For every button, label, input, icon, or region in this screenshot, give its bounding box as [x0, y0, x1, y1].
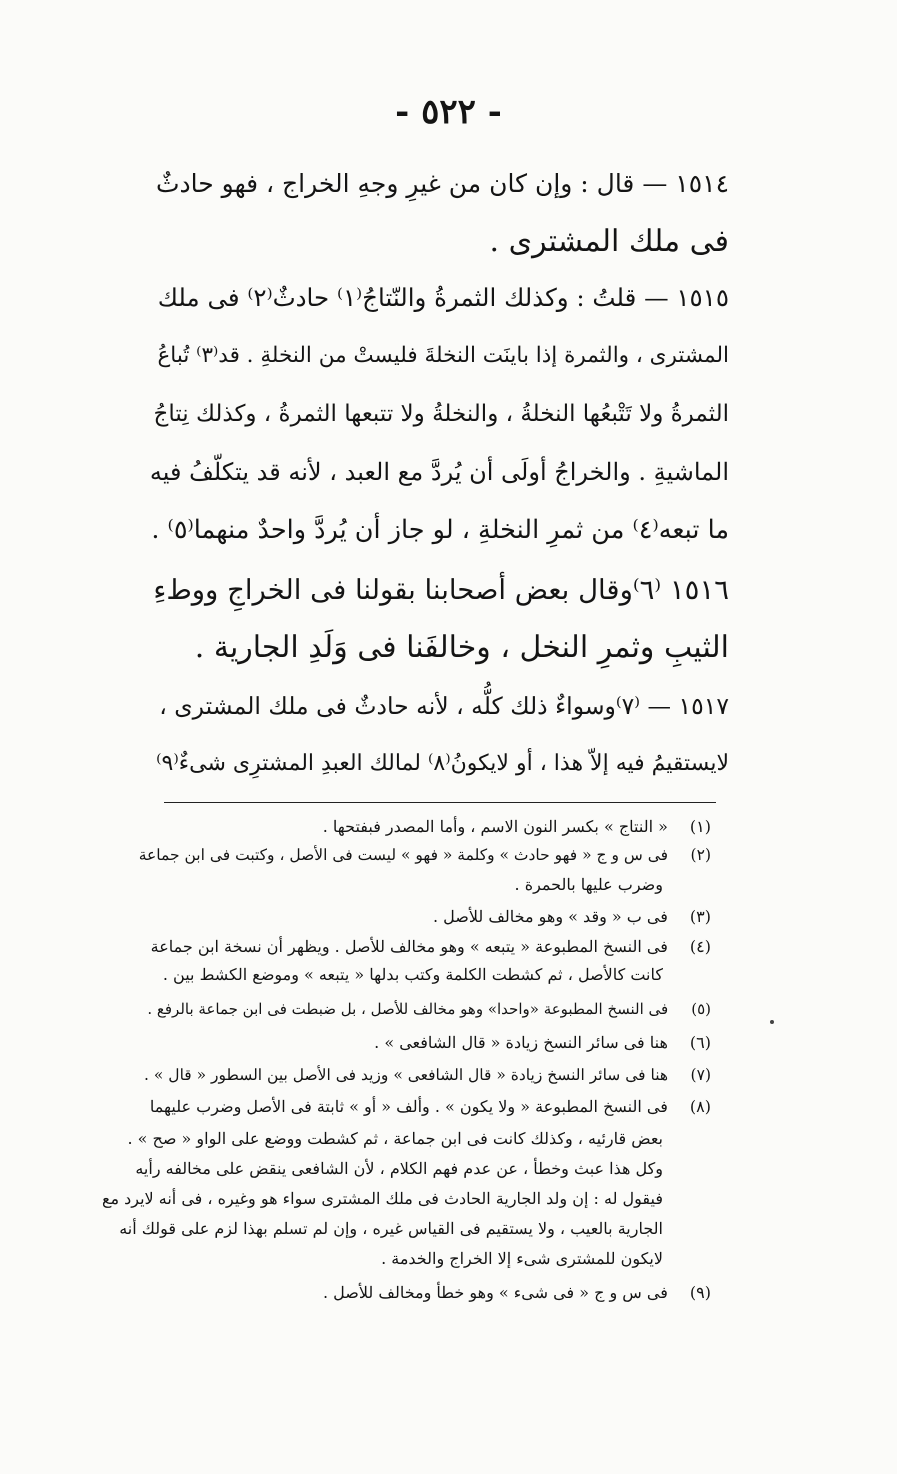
footnote-number: (٧) — [690, 1066, 711, 1084]
body-line: الثمرةُ ولا تَتْبعُها النخلةُ ، والنخلةُ ولا تتبعها الثمرةُ ، وكذلك نِتاجُ — [153, 401, 729, 427]
footnote-line — [144, 1062, 711, 1088]
body-line: ١٥١٤ — قال : وإن كان من غيرِ وجهِ الخراج ، فهو حادثٌ — [155, 169, 729, 198]
footnote-line — [135, 1156, 663, 1182]
footnote-line — [147, 996, 711, 1022]
footnote-text: فى النسخ المطبوعة «واحدا» وهو مخالف للأصل ، بل ضبطت فى ابن جماعة بالرفع . — [147, 1000, 669, 1018]
footnote-line — [515, 872, 663, 898]
body-line: لايستقيمُ فيه إلاّ هذا ، أو لايكونُ⁽٨⁾ لمالك العبدِ المشترِى شىءٌ⁽٩⁾ — [156, 751, 729, 776]
body-line: ١٥١٧ — ⁽٧⁾وسواءٌ ذلك كلُّه ، لأنه حادثٌ فى ملك المشترى ، — [159, 692, 729, 720]
footnote-line — [381, 1246, 663, 1272]
footnote-text: لايكون للمشترى شىء إلا الخراج والخدمة . — [381, 1249, 663, 1268]
footnote-text: وكل هذا عبث وخطأ ، عن عدم فهم الكلام ، لأن الشافعى ينقض على مخالفه رأيه — [135, 1159, 663, 1178]
scan-speck — [770, 1020, 774, 1024]
footnote-text: فى النسخ المطبوعة « ولا يكون » . وألف « أو » ثابتة فى الأصل وضرب عليهما — [149, 1097, 668, 1116]
footnote-number: (٨) — [689, 1097, 711, 1116]
footnote-text: فى س و ج « فهو حادث » وكلمة « فهو » ليست فى الأصل ، وكتبت فى ابن جماعة — [138, 846, 669, 864]
footnote-line — [374, 1030, 711, 1056]
footnote-line — [323, 814, 711, 840]
page-number: - ٥٢٢ - — [395, 92, 502, 132]
footnote-text: فى ب « وقد » وهو مخالف للأصل . — [432, 907, 668, 926]
footnote-text: فى س و ج « فى شىء » وهو خطأ ومخالف للأصل . — [323, 1283, 668, 1302]
footnote-text: هنا فى سائر النسخ زيادة « قال الشافعى » وزيد فى الأصل بين السطور « قال » . — [144, 1066, 669, 1084]
footnote-line — [127, 1126, 663, 1152]
footnote-line — [102, 1186, 663, 1212]
body-line: ١٥١٦ ⁽٦⁾وقال بعض أصحابنا بقولنا فى الخراجِ ووطءِ — [153, 574, 729, 606]
footnote-number: (١) — [689, 817, 711, 836]
body-line: المشترى ، والثمرة إذا باينَت النخلةَ فليستْ من النخلةِ . قد⁽٣⁾ تُباعُ — [157, 343, 729, 368]
footnote-text: الجارية بالعيب ، ولا يستقيم فى القياس غيره ، وإن لم تسلم بهذا لزم على قولك أنه — [119, 1219, 663, 1238]
body-line: فى ملك المشترى . — [489, 224, 729, 259]
footnote-line — [163, 962, 663, 988]
footnote-line — [151, 934, 711, 960]
footnote-number: (٢) — [690, 846, 711, 864]
footnote-line — [119, 1216, 663, 1242]
footnote-text: كانت كالأصل ، ثم كشطت الكلمة وكتب بدلها « يتبعه » وموضع الكشط بين . — [162, 965, 663, 984]
footnote-text: « النتاج » بكسر النون الاسم ، وأما المصدر فبفتحها . — [322, 817, 668, 836]
footnote-rule — [164, 802, 716, 803]
body-line: ما تبعه⁽٤⁾ من ثمرِ النخلةِ ، لو جاز أن يُردَّ واحدٌ منهما⁽٥⁾ . — [151, 515, 729, 545]
footnote-number: (٣) — [689, 907, 711, 926]
footnote-number: (٤) — [689, 937, 711, 956]
footnote-number: (٦) — [689, 1033, 711, 1052]
footnote-line — [433, 904, 711, 930]
footnote-line — [139, 842, 711, 868]
footnote-text: فيقول له : إن ولد الجارية الحادث فى ملك المشترى سواء هو وغيره ، فى أنه لايرد مع — [101, 1189, 663, 1208]
footnote-line — [323, 1280, 711, 1306]
body-line: ١٥١٥ — قلتُ : وكذلك الثمرةُ والنّتاجُ⁽١⁾ حادثٌ⁽٢⁾ فى ملك — [157, 283, 729, 312]
body-line: الماشيةِ . والخراجُ أولَى أن يُردَّ مع العبد ، لأنه قد يتكلّفُ فيه — [149, 458, 729, 486]
footnote-number: (٥) — [691, 1000, 711, 1018]
footnote-number: (٩) — [689, 1283, 711, 1302]
body-line: الثيبِ وثمرِ النخل ، وخالفَنا فى وَلَدِ الجارية . — [194, 630, 729, 665]
footnote-text: فى النسخ المطبوعة « يتبعه » وهو مخالف للأصل . ويظهر أن نسخة ابن جماعة — [150, 937, 668, 956]
footnote-text: وضرب عليها بالحمرة . — [514, 875, 663, 894]
footnote-line — [150, 1094, 711, 1120]
footnote-text: بعض قارئيه ، وكذلك كانت فى ابن جماعة ، ثم كشطت ووضع على الواو « صح » . — [127, 1129, 663, 1148]
footnote-text: هنا فى سائر النسخ زيادة « قال الشافعى » . — [374, 1033, 668, 1052]
